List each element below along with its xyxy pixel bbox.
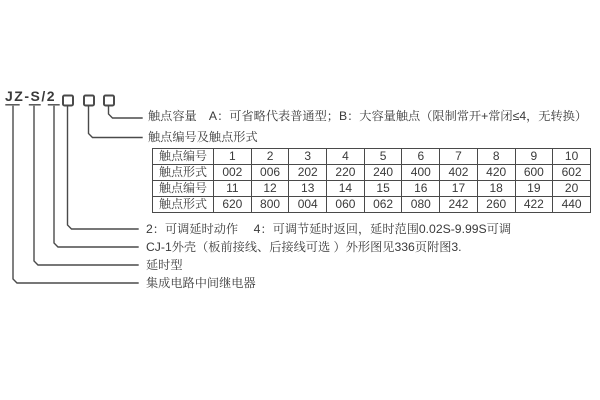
table-cell: 7 [440,149,478,165]
table-cell: 16 [402,181,440,197]
callout-delay-action: 2：可调延时动作 4：可调节延时返回，延时范围0.02S-9.99S可调 [146,222,512,236]
table-cell: 060 [327,197,365,213]
table-cell: 440 [553,197,591,213]
table-header-cell: 触点编号 [153,181,214,197]
callout-product-type: 集成电路中间继电器 [146,276,256,290]
table-header-cell: 触点编号 [153,149,214,165]
table-cell: 9 [515,149,553,165]
table-cell: 202 [289,165,327,181]
leader-product-type [13,107,138,284]
table-cell: 6 [402,149,440,165]
contact-form-table [152,148,591,213]
table-row [153,149,591,165]
table-cell: 13 [289,181,327,197]
table-cell: 18 [477,181,515,197]
table-cell: 20 [553,181,591,197]
table-header-cell: 触点形式 [153,197,214,213]
leader-contact-capacity [109,106,143,118]
callout-contact-numbering: 触点编号及触点形式 [148,130,258,144]
leader-delay-type [34,107,138,266]
table-cell: 062 [364,197,402,213]
table-cell: 260 [477,197,515,213]
table-cell: 4 [327,149,365,165]
table-cell: 006 [251,165,289,181]
table-cell: 400 [402,165,440,181]
callout-case-type: CJ-1外壳（板前接线、后接线可选 ）外形图见336页附图3. [146,240,462,254]
table-cell: 240 [364,165,402,181]
table-cell: 1 [214,149,252,165]
table-cell: 17 [440,181,478,197]
table-cell: 600 [515,165,553,181]
table-cell: 080 [402,197,440,213]
callout-delay-type: 延时型 [146,258,183,272]
leader-case-type [54,107,138,248]
table-cell: 220 [327,165,365,181]
table-row [153,197,591,213]
table-cell: 004 [289,197,327,213]
table-cell: 15 [364,181,402,197]
table-cell: 402 [440,165,478,181]
table-cell: 420 [477,165,515,181]
callout-contact-capacity: 触点容量 A：可省略代表普通型；B：大容量触点（限制常开+常闭≤4，无转换） [148,109,588,123]
table-cell: 620 [214,197,252,213]
table-cell: 602 [553,165,591,181]
model-code: JZ-S/2 [5,88,57,104]
table-cell: 242 [440,197,478,213]
table-cell: 19 [515,181,553,197]
leader-contact-numbering [89,106,143,138]
table-cell: 422 [515,197,553,213]
table-row [153,181,591,197]
table-cell: 12 [251,181,289,197]
placeholder-box-3 [104,96,114,106]
table-cell: 2 [251,149,289,165]
placeholder-box-2 [84,96,94,106]
table-cell: 5 [364,149,402,165]
table-cell: 11 [214,181,252,197]
leader-delay-action [68,106,139,229]
table-header-cell: 触点形式 [153,165,214,181]
table-row [153,165,591,181]
table-cell: 14 [327,181,365,197]
table-cell: 10 [553,149,591,165]
table-cell: 002 [214,165,252,181]
table-cell: 3 [289,149,327,165]
placeholder-box-1 [63,96,73,106]
table-cell: 8 [477,149,515,165]
table-cell: 800 [251,197,289,213]
